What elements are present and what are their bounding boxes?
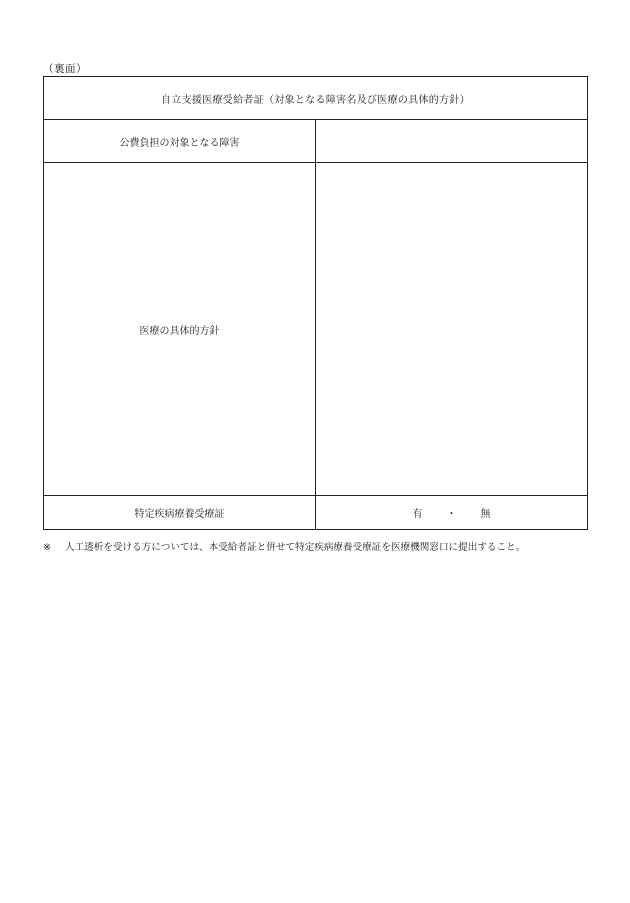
footnote-text: 人工透析を受ける方については、本受給者証と併せて特定疾病療養受療証を医療機関窓口に提出すること。 (65, 542, 526, 553)
footnote (43, 541, 603, 555)
footnote-mark: ※ (43, 542, 52, 553)
certificate-form-table (43, 76, 588, 530)
disability-label: 公費負担の対象となる障害 (44, 120, 316, 163)
disability-value-field[interactable] (316, 120, 588, 163)
form-title: 自立支援医療受給者証（対象となる障害名及び医療の具体的方針） (44, 77, 588, 120)
specific-disease-certificate-label: 特定疾病療養受療証 (44, 496, 316, 530)
page-side-label: （裏面） (43, 63, 87, 75)
specific-disease-certificate-options (316, 496, 588, 530)
treatment-policy-value-field[interactable] (316, 163, 588, 496)
yes-no-choice-group (413, 505, 491, 520)
treatment-policy-row (44, 163, 588, 496)
disability-row (44, 120, 588, 163)
option-separator: ・ (446, 509, 457, 520)
option-no[interactable]: 無 (480, 509, 491, 520)
option-yes[interactable]: 有 (412, 509, 423, 520)
specific-disease-certificate-row (44, 496, 588, 530)
form-title-row (44, 77, 588, 120)
treatment-policy-label: 医療の具体的方針 (44, 163, 316, 496)
